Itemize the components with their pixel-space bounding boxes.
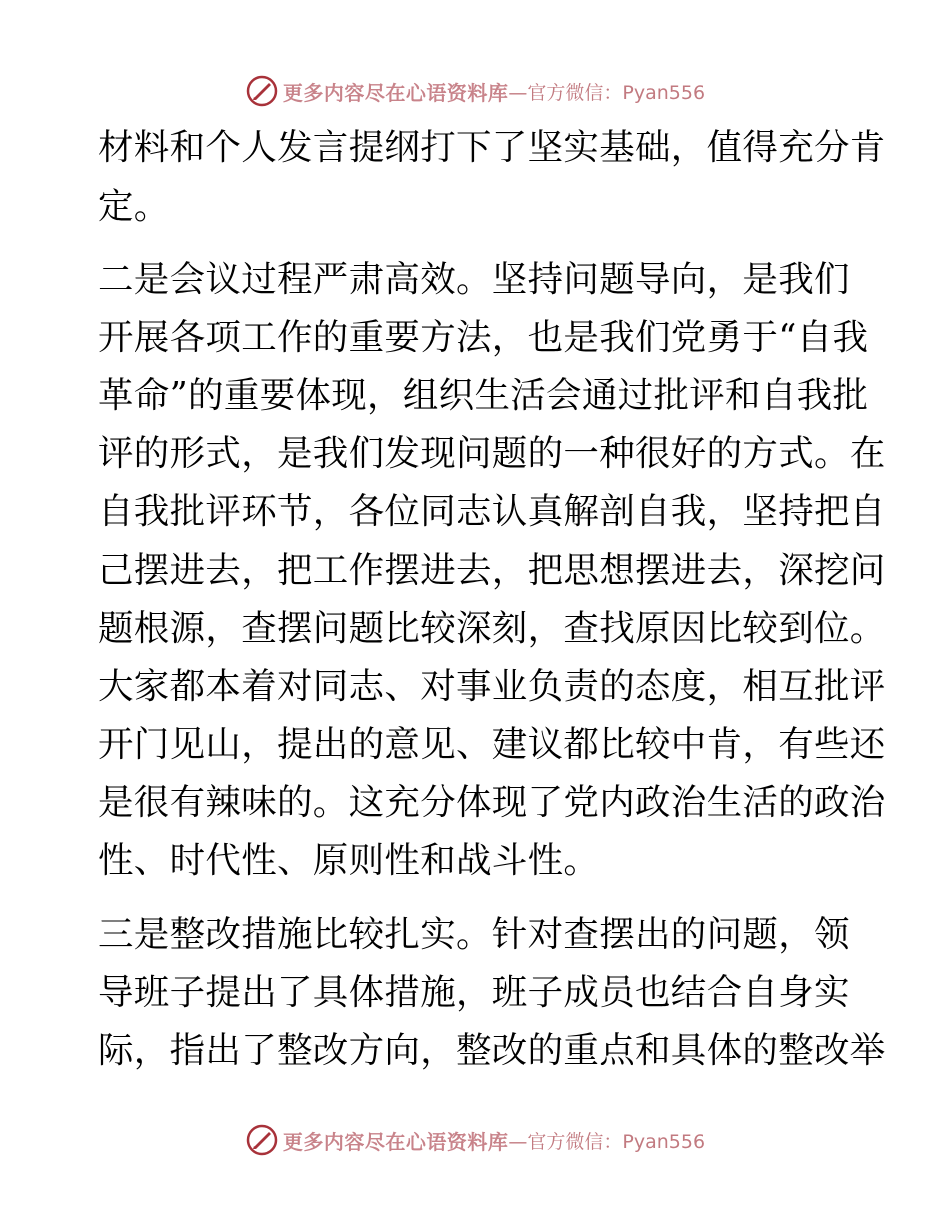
text-line: 自我批评环节，各位同志认真解剖自我，坚持把自: [98, 491, 886, 532]
text-line: 性、时代性、原则性和战斗性。: [98, 840, 600, 881]
text-line: 材料和个人发言提纲打下了坚实基础，值得充分肯: [98, 127, 886, 168]
quill-pen-icon: [245, 74, 279, 108]
header-banner: [0, 71, 950, 111]
header-banner-main-text: 更多内容尽在心语资料库: [282, 80, 509, 105]
header-banner-sub-text: —官方微信：Pyan556: [508, 81, 706, 104]
footer-banner-sub-text: —官方微信：Pyan556: [508, 1130, 706, 1153]
text-line: 己摆进去，把工作摆进去，把思想摆进去，深挖问: [98, 550, 886, 591]
text-line: 导班子提出了具体措施，班子成员也结合自身实: [98, 972, 850, 1013]
text-line: 开门见山，提出的意见、建议都比较中肯，有些还: [98, 724, 886, 765]
footer-banner: [0, 1120, 950, 1160]
text-line: 革命”的重要体现，组织生活会通过批评和自我批: [98, 375, 869, 416]
text-line: 三是整改措施比较扎实。针对查摆出的问题，领: [98, 914, 850, 955]
text-line: 题根源，查摆问题比较深刻，查找原因比较到位。: [98, 608, 886, 649]
text-line: 是很有辣味的。这充分体现了党内政治生活的政治: [98, 782, 886, 823]
text-line: 际，指出了整改方向，整改的重点和具体的整改举: [98, 1030, 886, 1071]
quill-pen-icon: [245, 1123, 279, 1157]
text-line: 大家都本着对同志、对事业负责的态度，相互批评: [98, 666, 886, 707]
text-line: 开展各项工作的重要方法，也是我们党勇于“自我: [98, 317, 869, 358]
text-line: 二是会议过程严肃高效。坚持问题导向，是我们: [98, 259, 850, 300]
text-line: 评的形式，是我们发现问题的一种很好的方式。在: [98, 433, 886, 474]
footer-banner-main-text: 更多内容尽在心语资料库: [282, 1129, 509, 1154]
text-line: 定。: [98, 186, 170, 227]
